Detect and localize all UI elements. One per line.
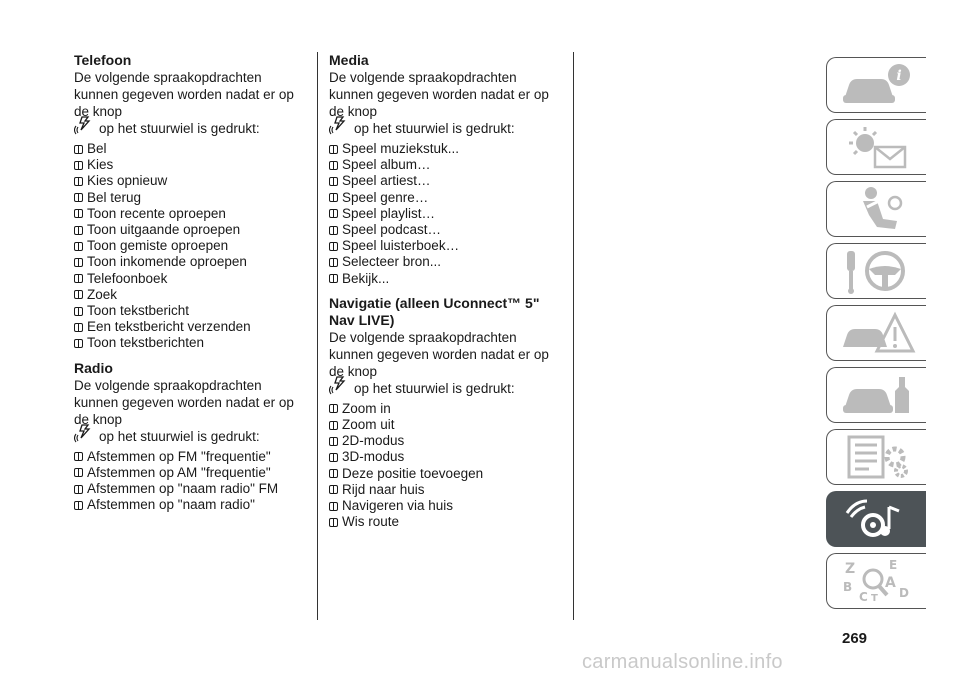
command-text: Kies [87,157,114,173]
command-item [74,190,304,206]
checkbox-bullet-icon [74,468,83,477]
command-text: Wis route [342,514,400,530]
index-letter: C [858,590,868,604]
command-item [329,449,559,465]
voice-instruction-text: op het stuurwiel is gedrukt: [354,121,515,136]
checkbox-bullet-icon [74,452,83,461]
command-item [74,465,304,481]
index-letter: B [842,580,852,594]
tab-car-info[interactable] [826,57,926,113]
command-text: Afstemmen op "naam radio" FM [87,481,279,497]
checkbox-bullet-icon [329,226,338,235]
checkbox-bullet-icon [329,177,338,186]
command-item [329,206,559,222]
command-text: Bel terug [87,189,142,205]
checkbox-bullet-icon [74,161,83,170]
checkbox-bullet-icon [329,404,338,413]
tab-multimedia[interactable] [826,491,926,547]
command-text: Speel podcast… [342,222,442,238]
command-text: Afstemmen op AM "frequentie" [87,464,271,480]
checkbox-bullet-icon [329,161,338,170]
tab-seat-airbag[interactable] [826,181,926,237]
command-item [74,157,304,173]
command-text: Afstemmen op "naam radio" [87,497,255,513]
command-item [74,335,304,351]
checkbox-bullet-icon [74,177,83,186]
warning-lights-icon [837,123,917,171]
checkbox-bullet-icon [329,453,338,462]
checkbox-bullet-icon [74,242,83,251]
command-text: Deze positie toevoegen [342,465,484,481]
command-text: Toon tekstberichten [87,335,205,351]
checkbox-bullet-icon [329,518,338,527]
checkbox-bullet-icon [74,323,83,332]
checkbox-bullet-icon [329,209,338,218]
checkbox-bullet-icon [74,209,83,218]
checkbox-bullet-icon [74,339,83,348]
command-text: Een tekstbericht verzenden [87,319,251,335]
multimedia-icon [837,495,917,543]
voice-command-icon [329,374,351,396]
command-item [74,497,304,513]
command-item [329,482,559,498]
command-list-media [329,141,559,287]
key-steering-wheel-icon [837,247,917,295]
command-text: Toon inkomende oproepen [87,254,247,270]
checkbox-bullet-icon [329,469,338,478]
tab-warning-lights[interactable] [826,119,926,175]
voice-command-icon [74,114,96,136]
svg-text:i: i [895,68,902,84]
voice-instruction-text: op het stuurwiel is gedrukt: [99,121,260,136]
command-text: Speel album… [342,157,431,173]
section-title-navigatie: Navigatie (alleen Uconnect™ 5" Nav LIVE) [329,294,540,328]
command-text: Speel muziekstuk... [342,141,460,156]
command-item [74,254,304,270]
checkbox-bullet-icon [329,258,338,267]
column-left [74,52,304,513]
command-text: Afstemmen op FM "frequentie" [87,448,271,464]
car-info-icon [837,61,917,109]
index-letter: T [870,593,878,604]
command-item [329,222,559,238]
index-letter: A [884,575,896,591]
command-item [74,141,304,157]
index-alphabet-icon [837,557,917,605]
checkbox-bullet-icon [74,226,83,235]
checkbox-bullet-icon [329,145,338,154]
voice-command-icon [329,114,351,136]
command-text: Telefoonboek [87,270,168,286]
car-service-icon [837,371,917,419]
watermark: carmanualsonline.info [582,651,783,673]
checkbox-bullet-icon [329,421,338,430]
command-text: 3D-modus [342,449,405,465]
command-text: Speel artiest… [342,173,431,189]
voice-instruction-telefoon [74,120,304,137]
voice-command-icon [74,422,96,444]
command-text: Toon recente oproepen [87,205,226,221]
command-item [74,271,304,287]
checkbox-bullet-icon [74,274,83,283]
section-title-radio: Radio [74,359,113,376]
command-list-navigatie [329,401,559,531]
command-item [329,190,559,206]
checkbox-bullet-icon [74,258,83,267]
command-text: Speel genre… [342,189,429,205]
command-item [74,238,304,254]
tab-technical-data[interactable] [826,429,926,485]
tab-key-steering[interactable] [826,243,926,299]
command-text: Speel playlist… [342,205,436,221]
section-title-media: Media [329,52,369,68]
command-text: Bel [87,141,107,156]
checkbox-bullet-icon [74,307,83,316]
command-list-telefoon [74,141,304,352]
checkbox-bullet-icon [329,437,338,446]
command-text: Speel luisterboek… [342,238,460,254]
command-text: 2D-modus [342,433,405,449]
command-item [74,449,304,465]
section-intro-navigatie: De volgende spraakopdrachten kunnen gegeven worden nadat er op de knop [329,329,549,379]
command-text: Zoom uit [342,417,395,433]
tab-index[interactable] [826,553,926,609]
chapter-tabs [826,57,928,615]
command-text: Toon gemiste oproepen [87,238,229,254]
command-item [329,238,559,254]
page-number: 269 [842,630,868,647]
checkbox-bullet-icon [329,193,338,202]
road-emergency-icon [837,309,917,357]
command-item [74,481,304,497]
checkbox-bullet-icon [329,485,338,494]
checkbox-bullet-icon [329,502,338,511]
tab-road-emergency[interactable] [826,305,926,361]
command-item [74,222,304,238]
command-item [74,303,304,319]
command-item [74,287,304,303]
voice-instruction-text: op het stuurwiel is gedrukt: [354,380,515,396]
command-item [329,514,559,530]
checkbox-bullet-icon [74,290,83,299]
command-text: Zoom in [342,400,391,416]
column-divider [317,52,318,620]
command-item [329,271,559,287]
seat-airbag-icon [837,185,917,233]
voice-instruction-radio [74,428,304,445]
command-item [329,254,559,270]
command-text: Toon tekstbericht [87,303,190,319]
command-text: Kies opnieuw [87,173,168,189]
section-intro-media: De volgende spraakopdrachten kunnen gegeven worden nadat er op de knop [329,70,549,119]
command-text: Rijd naar huis [342,481,425,497]
command-text: Bekijk... [342,270,390,286]
section-intro-telefoon: De volgende spraakopdrachten kunnen gegeven worden nadat er op de knop [74,70,294,119]
checkbox-bullet-icon [329,242,338,251]
command-item [329,417,559,433]
command-text: Zoek [87,286,118,302]
command-text: Selecteer bron... [342,254,442,270]
command-item [329,433,559,449]
section-title-telefoon: Telefoon [74,52,132,68]
command-text: Toon uitgaande oproepen [87,222,241,238]
command-item [329,157,559,173]
checkbox-bullet-icon [74,193,83,202]
command-item [329,173,559,189]
tab-car-service[interactable] [826,367,926,423]
command-item [74,173,304,189]
checkbox-bullet-icon [74,485,83,494]
voice-instruction-media [329,120,559,137]
checkbox-bullet-icon [329,274,338,283]
index-letter: E [888,558,897,572]
index-letter: D [898,586,909,600]
column-right [329,52,559,530]
command-item [74,206,304,222]
column-divider [573,52,574,620]
command-item [329,401,559,417]
command-list-radio [74,449,304,514]
command-item [329,141,559,157]
checkbox-bullet-icon [74,501,83,510]
checkbox-bullet-icon [74,145,83,154]
section-intro-radio: De volgende spraakopdrachten kunnen gegeven worden nadat er op de knop [74,377,294,427]
index-letter: Z [844,561,855,577]
voice-instruction-navigatie [329,380,559,397]
command-item [329,498,559,514]
command-item [329,466,559,482]
command-item [74,319,304,335]
technical-data-icon [837,433,917,481]
voice-instruction-text: op het stuurwiel is gedrukt: [99,428,260,444]
command-text: Navigeren via huis [342,498,454,514]
